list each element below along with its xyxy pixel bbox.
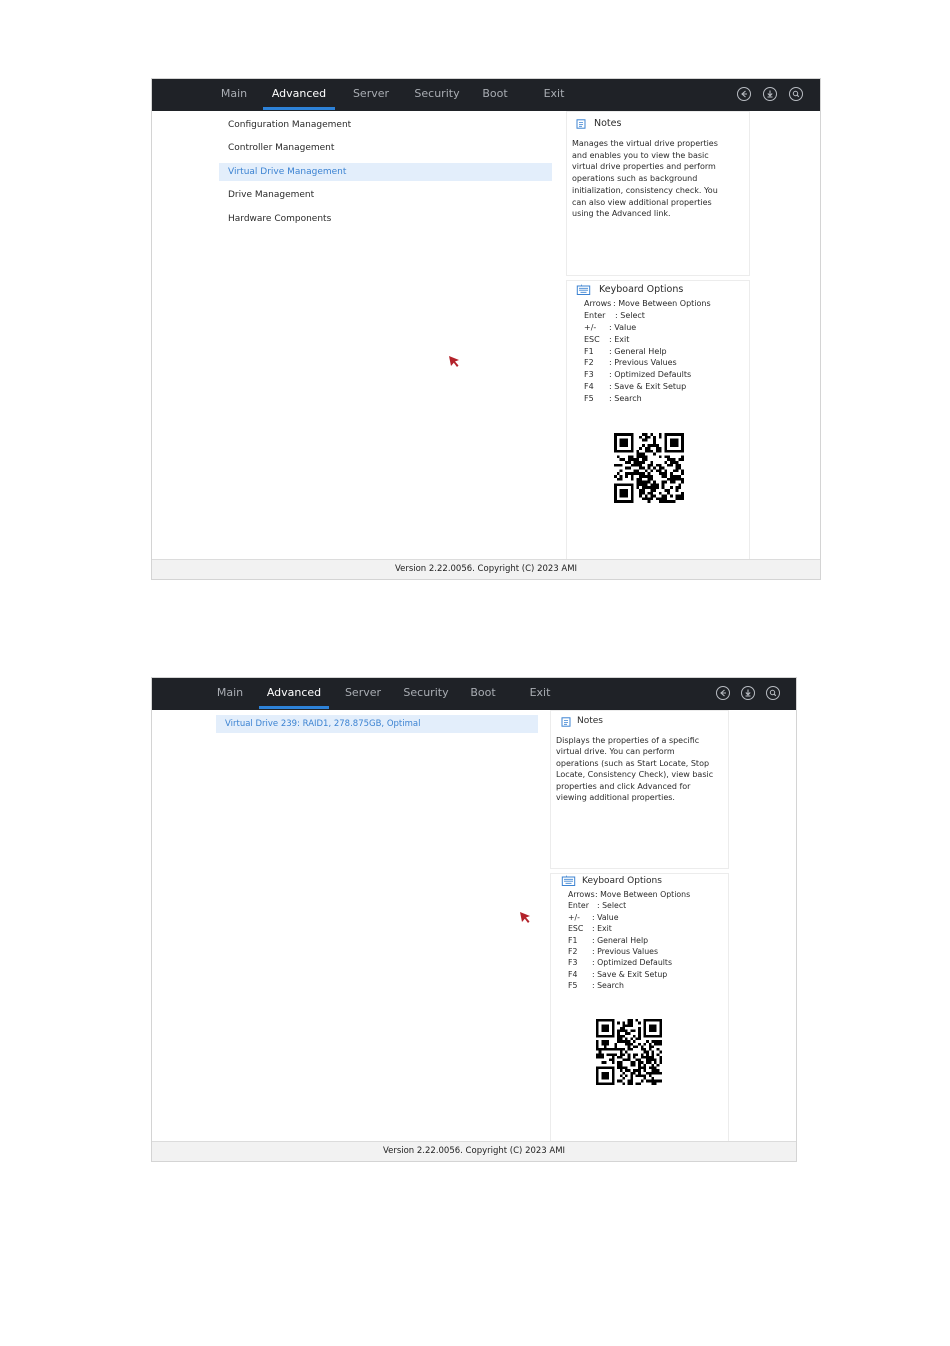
keyboard-options-title: Keyboard Options [582, 876, 662, 886]
key-label: ESC [568, 924, 584, 933]
key-label: F4 [584, 382, 594, 391]
mouse-pointer-icon [519, 911, 533, 925]
key-label: Enter [584, 311, 606, 320]
key-description: : General Help [609, 347, 667, 356]
tab-security[interactable]: Security [403, 686, 449, 699]
keyboard-options-panel [566, 280, 750, 561]
tab-security[interactable]: Security [414, 87, 460, 100]
qr-code-icon [614, 433, 684, 503]
key-description: : Exit [592, 924, 612, 933]
key-label: F5 [584, 394, 594, 403]
notes-line: operations such as background [572, 174, 698, 184]
tab-exit[interactable]: Exit [529, 686, 551, 699]
menu-item-controller-management[interactable]: Controller Management [228, 143, 335, 153]
tab-main[interactable]: Main [220, 87, 248, 100]
key-label: F4 [568, 970, 578, 979]
key-description: : Save & Exit Setup [609, 382, 687, 391]
keyboard-options-title: Keyboard Options [599, 284, 684, 295]
tab-server[interactable]: Server [344, 686, 382, 699]
key-description: : Optimized Defaults [592, 958, 673, 967]
notes-line: virtual drive properties and perform [572, 162, 716, 172]
key-description: : Search [592, 981, 624, 990]
menu-item-drive-management[interactable]: Drive Management [228, 190, 315, 200]
notes-line: viewing additional properties. [556, 793, 675, 803]
notes-line: properties and click Advanced for [556, 781, 691, 791]
key-label: ESC [584, 335, 600, 344]
key-label: F1 [584, 347, 594, 356]
keyboard-icon [561, 875, 576, 887]
menu-item-hardware-components[interactable]: Hardware Components [228, 214, 332, 224]
tab-advanced[interactable]: Advanced [259, 678, 329, 710]
notes-body [572, 138, 748, 220]
key-description: : Previous Values [592, 947, 659, 956]
notes-line: Manages the virtual drive properties [572, 139, 718, 148]
notes-line: operations (such as Start Locate, Stop [556, 758, 710, 768]
key-description: : Previous Values [609, 358, 677, 367]
tab-exit[interactable]: Exit [543, 87, 565, 100]
menu-item-configuration-management[interactable]: Configuration Management [228, 120, 352, 130]
key-label: F5 [568, 981, 578, 990]
notes-title: Notes [594, 118, 622, 129]
notes-icon [561, 717, 571, 727]
key-description: : Search [609, 394, 642, 403]
menu-item-virtual-drive-management[interactable]: Virtual Drive Management [219, 163, 552, 181]
key-label: Enter [568, 901, 589, 910]
left-gutter [152, 710, 216, 1141]
key-label: +/- [568, 913, 580, 922]
search-icon[interactable] [789, 87, 803, 101]
key-description: : Optimized Defaults [609, 370, 692, 379]
key-label: F1 [568, 936, 578, 945]
menu-list [215, 710, 541, 1141]
left-gutter [152, 111, 219, 559]
notes-body [556, 735, 728, 803]
tab-server[interactable]: Server [352, 87, 390, 100]
notes-line: initialization, consistency check. You [572, 185, 718, 195]
keyboard-icon [576, 284, 591, 296]
tab-main[interactable]: Main [216, 686, 244, 699]
notes-panel [566, 111, 750, 276]
notes-panel [550, 710, 729, 869]
key-description: : Move Between Options [595, 890, 691, 899]
top-menu-bar [152, 79, 820, 111]
notes-line: and enables you to view the basic [572, 150, 709, 160]
key-label: F3 [568, 958, 578, 967]
notes-icon [576, 119, 586, 129]
notes-title: Notes [577, 716, 603, 726]
notes-line: Locate, Consistency Check), view basic [556, 770, 714, 780]
tab-advanced[interactable]: Advanced [263, 79, 335, 111]
key-description: : Exit [609, 335, 630, 344]
menu-list [218, 111, 554, 559]
key-description: : Value [609, 323, 637, 332]
key-description: : Select [615, 311, 645, 320]
save-icon[interactable] [741, 686, 755, 700]
keyboard-options-panel [550, 873, 729, 1143]
key-label: Arrows [584, 299, 612, 308]
key-description: : General Help [592, 936, 649, 945]
version-footer: Version 2.22.0056. Copyright (C) 2023 AMI [152, 1141, 796, 1161]
key-description: : Save & Exit Setup [592, 970, 668, 979]
qr-code-icon [596, 1019, 662, 1085]
back-icon[interactable] [716, 686, 730, 700]
key-label: F3 [584, 370, 594, 379]
back-icon[interactable] [737, 87, 751, 101]
key-label: Arrows [568, 890, 595, 899]
key-label: F2 [584, 358, 594, 367]
top-menu-bar [152, 678, 796, 710]
search-icon[interactable] [766, 686, 780, 700]
bios-screen-1 [151, 78, 821, 580]
key-description: : Select [597, 901, 627, 910]
notes-line: virtual drive. You can perform [556, 747, 675, 757]
key-description: : Move Between Options [613, 299, 711, 308]
key-description: : Value [592, 913, 619, 922]
menu-item-virtual-drive-239[interactable]: Virtual Drive 239: RAID1, 278.875GB, Optimal [216, 715, 538, 733]
notes-line: using the Advanced link. [572, 209, 671, 219]
bios-screen-2 [151, 677, 797, 1162]
key-label: F2 [568, 947, 578, 956]
tab-boot[interactable]: Boot [482, 87, 508, 100]
notes-line: Displays the properties of a specific [556, 736, 700, 745]
mouse-pointer-icon [448, 355, 462, 369]
tab-boot[interactable]: Boot [470, 686, 496, 699]
version-footer: Version 2.22.0056. Copyright (C) 2023 AMI [152, 559, 820, 579]
save-icon[interactable] [763, 87, 777, 101]
key-label: +/- [584, 323, 597, 332]
notes-line: can also view additional properties [572, 197, 712, 207]
